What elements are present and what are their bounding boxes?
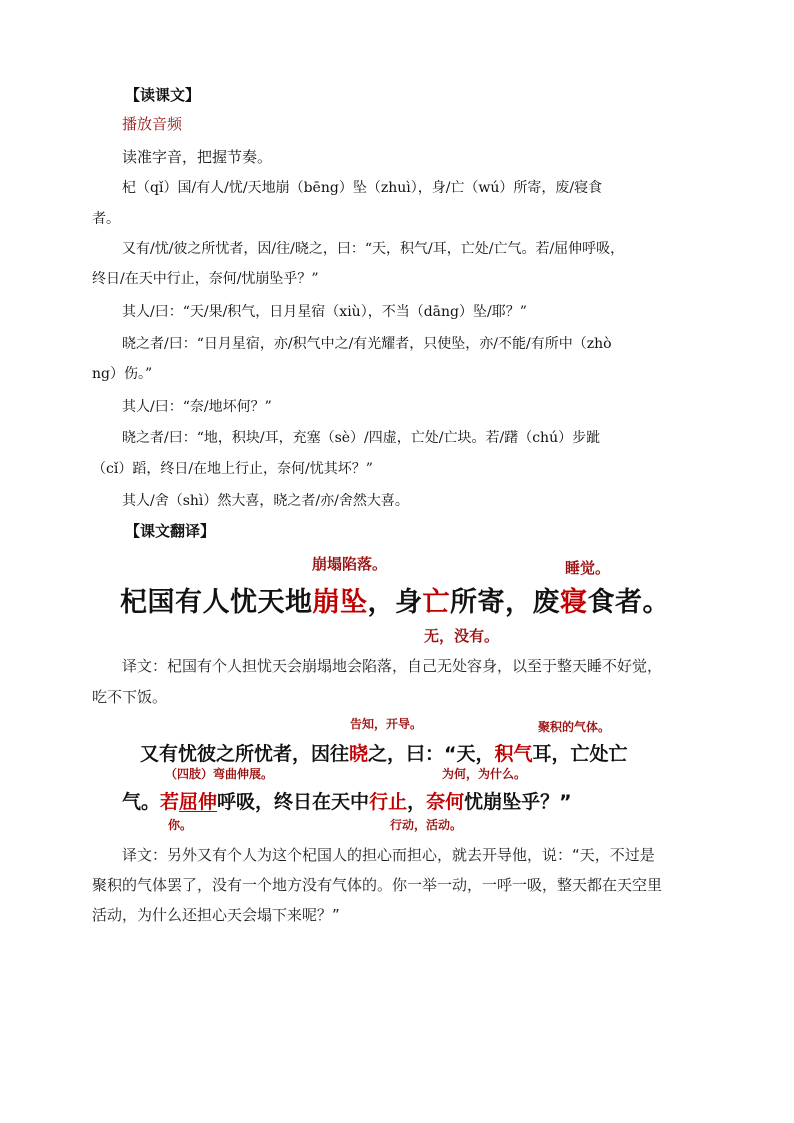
note-xingzhi: 行动，活动。 (390, 818, 463, 832)
passage-line: （cǐ）蹈，终日/在地上行止，奈何/忧其坏？” (92, 461, 373, 477)
sentence-fragment: 呼吸，终日在天中 (217, 791, 370, 813)
passage-line: 终日/在天中行止，奈何/忧崩坠乎？” (92, 271, 319, 287)
key-word-naihe: 奈何 (426, 791, 465, 813)
classical-sentence-2-line-2 (122, 787, 572, 814)
sentence-fragment: 所寄，废 (450, 587, 560, 618)
passage-line: 其人/曰：“奈/地坏何？” (122, 399, 272, 415)
translation-line: 译文：杞国有个人担忧天会崩塌地会陷落，自己无处容身，以至于整天睡不好觉， (122, 657, 663, 675)
note-xiao: 告知，开导。 (350, 717, 423, 731)
read-section-heading: 【读课文】 (125, 86, 201, 104)
play-audio-link[interactable]: 播放音频 (122, 115, 183, 133)
sentence-fragment: 之，曰：“天， (368, 743, 495, 765)
sentence-fragment: 又有忧彼之所忧者，因往 (140, 743, 350, 765)
translation-line: 聚积的气体罢了，没有一个地方没有气体的。你一举一动，一呼一吸，整天都在天空里 (92, 876, 663, 894)
note-qushen: （四肢）弯曲伸展。 (165, 767, 274, 781)
passage-line: 晓之者/曰：“地，积块/耳，充塞（sè）/四虚，亡处/亡块。若/躇（chú）步跐 (122, 430, 601, 446)
sentence-fragment: 杞国有人忧天地 (120, 587, 313, 618)
translation-line: 吃不下饭。 (92, 688, 168, 706)
key-word-wang: 亡 (422, 587, 450, 618)
instruction-text: 读准字音，把握节奏。 (122, 148, 273, 166)
key-word-jiqi: 积气 (494, 743, 533, 765)
passage-line: 晓之者/曰：“日月星宿，亦/积气中之/有光耀者，只使坠，亦/不能/有所中（zhò (122, 336, 612, 352)
passage-line: 者。 (92, 211, 120, 227)
sentence-fragment: ，身 (367, 587, 423, 618)
classical-sentence-1 (120, 580, 670, 619)
passage-line: 其人/曰：“天/果/积气，日月星宿（xiù），不当（dāng）坠/耶？” (122, 304, 527, 320)
key-word-ruo: 若 (160, 791, 180, 813)
translation-line: 译文：另外又有个人为这个杞国人的担心而担心，就去开导他，说：“天，不过是 (122, 846, 655, 864)
note-wang: 无，没有。 (424, 627, 500, 645)
sentence-fragment: 忧崩坠乎？” (464, 791, 572, 813)
sentence-fragment: 耳，亡处亡 (532, 743, 628, 765)
key-word-xiao: 晓 (349, 743, 369, 765)
passage-line: 杞（qǐ）国/有人/忧/天地崩（bēng）坠（zhuì），身/亡（wú）所寄，废/寝食 (122, 180, 603, 196)
key-word-qushen: 屈伸 (179, 791, 218, 813)
passage-line: 又有/忧/彼之所忧者，因/往/晓之，曰：“天，积气/耳，亡处/亡气。若/屈伸呼吸， (122, 241, 625, 257)
key-word-xingzhi: 行止 (369, 791, 408, 813)
sentence-fragment: 气。 (122, 791, 161, 813)
key-word-qin: 寝 (560, 587, 588, 618)
classical-sentence-2-line-1 (140, 739, 628, 766)
sentence-fragment: ， (407, 791, 427, 813)
note-qin: 睡觉。 (565, 559, 611, 577)
note-naihe: 为何，为什么。 (442, 767, 527, 781)
translate-section-heading: 【课文翻译】 (125, 522, 216, 540)
note-jiqi: 聚积的气体。 (538, 720, 611, 734)
note-ruo: 你。 (168, 818, 193, 832)
translation-line: 活动，为什么还担心天会塌下来呢？” (92, 906, 340, 924)
key-word-bengzhui: 崩坠 (312, 587, 368, 618)
passage-line: ng）伤。” (92, 366, 153, 382)
sentence-fragment: 食者。 (587, 587, 670, 618)
passage-line: 其人/舍（shì）然大喜，晓之者/亦/舍然大喜。 (122, 493, 409, 509)
note-bengzhui: 崩塌陷落。 (312, 555, 388, 573)
